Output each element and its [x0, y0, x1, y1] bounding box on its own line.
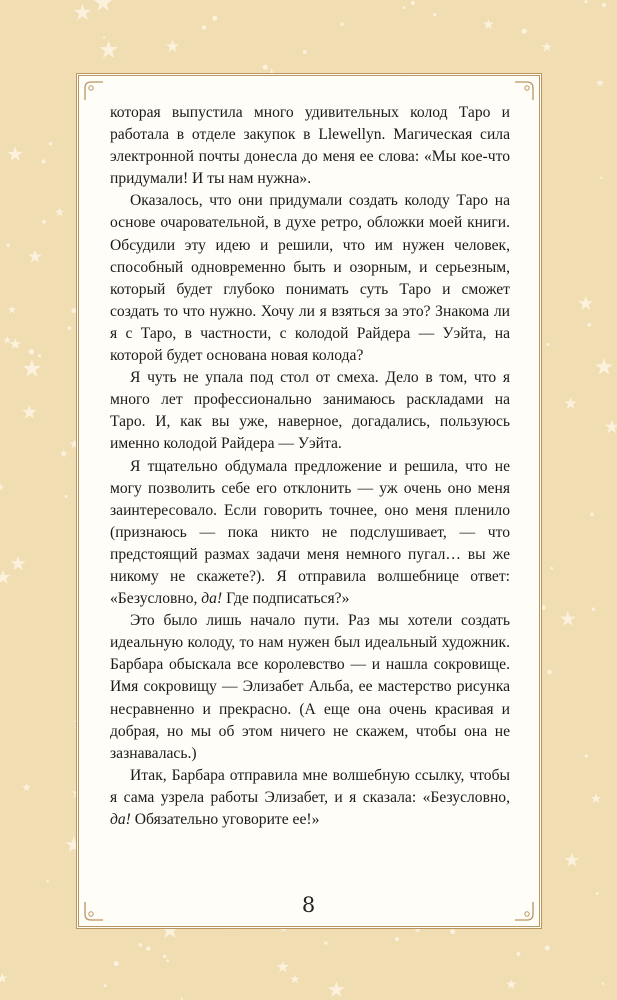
star-icon: [550, 567, 553, 570]
star-icon: [99, 40, 117, 58]
star-icon: [596, 78, 605, 86]
star-icon: [23, 359, 42, 377]
star-icon: [328, 981, 345, 997]
star-icon: [104, 984, 107, 987]
star-icon: [0, 483, 4, 491]
star-icon: [587, 323, 591, 327]
star-icon: [0, 570, 11, 584]
star-icon: [42, 220, 46, 224]
star-icon: [585, 754, 588, 757]
star-icon: [602, 982, 604, 984]
star-icon: [181, 997, 183, 999]
corner-ornament-icon: [83, 80, 105, 102]
page-number: 8: [292, 893, 325, 917]
star-icon: [46, 880, 48, 882]
paragraph: [110, 765, 510, 831]
star-icon: [114, 961, 119, 966]
star-icon: [139, 943, 143, 947]
star-icon: [541, 605, 546, 610]
star-icon: [605, 420, 617, 434]
star-icon: [433, 13, 436, 16]
star-icon: [590, 513, 593, 516]
star-icon: [592, 608, 595, 611]
paragraph-text: которая выпустила много удивительных колод Таро и работала в отделе закупок в Llewellyn. Магическая сила электронной почты донесла до меня ее слова: «Мы кое-что придумали! И ты нам нужна».: [110, 104, 510, 188]
corner-ornament-icon: [83, 900, 105, 922]
star-icon: [166, 40, 179, 53]
emphasis-text: да!: [110, 811, 131, 828]
star-icon: [564, 397, 577, 409]
star-icon: [163, 955, 166, 958]
star-icon: [55, 207, 65, 216]
corner-ornament-icon: [513, 900, 535, 922]
star-icon: [602, 3, 606, 7]
star-icon: [49, 142, 52, 145]
star-icon: [547, 670, 552, 675]
paragraph-text: Обязательно уговорите ее!»: [130, 811, 320, 828]
paragraph-text: Это было лишь начало пути. Раз мы хотели создать идеальную колоду, то нам нужен был идеальный художник. Барбара обыскала все королевство — и нашла сокровище. Имя сокровищу — Элизабет Альба, ее мастерство рисунка несравненно и прекрасно. (А еще она очень красивая и добрая, но мы об этом ничего не скажем, чтобы она не зазнавалась.): [110, 612, 510, 762]
star-icon: [7, 244, 10, 247]
star-icon: [71, 308, 76, 313]
star-icon: [94, 0, 113, 11]
body-text: [110, 102, 510, 831]
star-icon: [545, 945, 550, 950]
star-icon: [22, 404, 37, 418]
star-icon: [415, 927, 420, 932]
star-icon: [146, 946, 151, 951]
star-icon: [584, 0, 587, 3]
star-icon: [506, 979, 516, 989]
star-icon: [74, 4, 91, 21]
paragraph-text: Оказалось, что они придумали создать колоду Таро на основе очаровательной, в духе ретро, обложки моей книги. Обсудили эту идею и решили, что им нужен человек, способный одновременно быть и озорным, и серьезным, который будет глубоко понимать суть Таро и сможет создать то что нужно. Хочу ли я взяться за это? Знакома ли я с Таро, в частности, с колодой Райдера — Уэйта, на которой будет основана новая колода?: [110, 192, 510, 365]
star-icon: [10, 556, 25, 571]
star-icon: [402, 6, 405, 9]
corner-ornament-icon: [513, 80, 535, 102]
star-icon: [166, 959, 169, 962]
paragraph-text: Где подписаться?»: [222, 590, 350, 608]
star-icon: [517, 952, 521, 956]
star-icon: [68, 326, 72, 330]
star-icon: [324, 941, 327, 944]
star-icon: [395, 937, 399, 941]
star-icon: [65, 495, 68, 498]
star-icon: [411, 1, 415, 5]
star-icon: [591, 793, 601, 803]
star-icon: [560, 611, 576, 626]
paragraph: [110, 102, 510, 190]
star-icon: [600, 177, 602, 179]
paragraph-text: Я чуть не упала под стол от смеха. Дело в том, что я много лет профессионально занимаюсь раскладами на Таро. И, как вы уже, наверное, догадались, пользуюсь именно колодой Райдера — Уэйта.: [110, 369, 510, 453]
star-icon: [522, 29, 527, 34]
star-icon: [596, 892, 599, 895]
star-icon: [212, 16, 217, 21]
star-icon: [483, 19, 494, 30]
star-icon: [595, 358, 613, 375]
star-icon: [578, 296, 593, 310]
star-icon: [59, 449, 68, 457]
star-icon: [7, 146, 23, 161]
star-icon: [303, 50, 307, 54]
star-icon: [22, 783, 31, 792]
star-icon: [341, 22, 344, 25]
star-icon: [9, 338, 21, 349]
star-icon: [41, 159, 45, 163]
paragraph-text: Я тщательно обдумала предложение и решила, что не могу позволить себе его отклонить — уж очень оно меня заинтересовало. Если говорить точнее, оно меня пленило (признаюсь — пока никто не подслушивает, — что предстоящий размах задачи меня немного пугал… вы же никому не скажете?). Я отправила волшебнице ответ: «Безусловно,: [110, 457, 510, 608]
star-icon: [564, 853, 579, 867]
star-icon: [29, 349, 34, 354]
star-icon: [290, 974, 299, 983]
star-icon: [263, 65, 268, 70]
star-icon: [0, 973, 8, 983]
star-icon: [547, 343, 550, 346]
star-icon: [542, 42, 552, 52]
paragraph: [110, 610, 510, 765]
star-icon: [103, 36, 105, 38]
emphasis-text: да!: [201, 590, 223, 608]
paragraph: [110, 367, 510, 455]
star-icon: [8, 305, 17, 313]
paragraph-text: Итак, Барбара отправила мне волшебную ссылку, чтобы я сама узрела работы Элизабет, и я сказала: «Безусловно,: [110, 766, 510, 806]
star-icon: [202, 25, 207, 30]
paragraph: [110, 456, 510, 611]
star-icon: [38, 354, 41, 357]
paragraph: [110, 190, 510, 367]
star-icon: [28, 250, 42, 263]
star-icon: [450, 929, 455, 934]
star-icon: [277, 961, 289, 973]
